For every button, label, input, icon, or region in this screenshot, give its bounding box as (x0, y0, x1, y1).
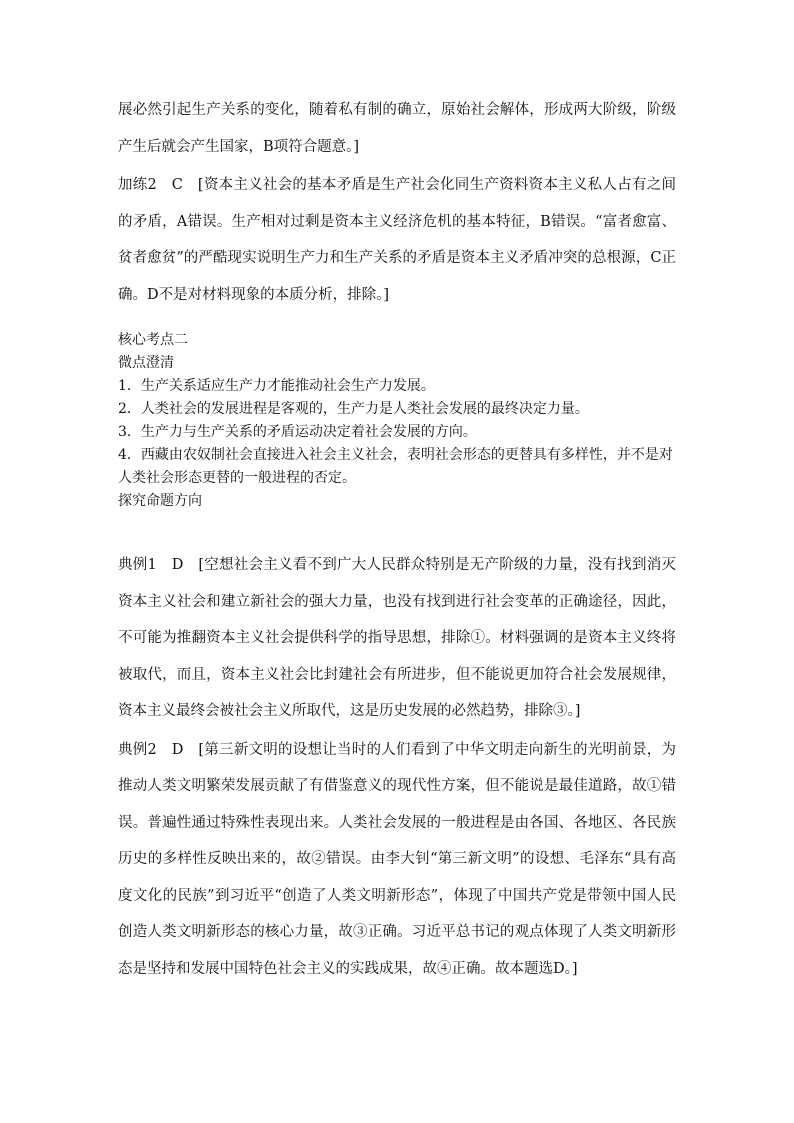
clarification-item-2: 2．人类社会的发展进程是客观的，生产力是人类社会发展的最终决定力量。 (118, 401, 589, 417)
answer-continuation: 展必然引起生产关系的变化，随着私有制的确立，原始社会解体，形成两大阶级，阶级产生后就会产生国家，B项符合题意。] (118, 102, 676, 155)
heading-explore-directions: 探究命题方向 (118, 493, 202, 509)
clarification-item-1: 1．生产关系适应生产力才能推动社会生产力发展。 (118, 378, 435, 394)
clarification-item-3: 3．生产力与生产关系的矛盾运动决定着社会发展的方向。 (118, 424, 477, 440)
example-1-answer: 典例1 D [空想社会主义看不到广大人民群众特别是无产阶级的力量，没有找到消灭资本主义社会和建立新社会的强大力量，也没有找到进行社会变革的正确途径，因此，不可能为推翻资本主义社会提供科学的指导思想，排除①。材料强调的是资本主义终将被取代，而且，资本主义社会比封建社会有所进步，但不能说更加符合社会发展规律，资本主义最终会被社会主义所取代，这是历史发展的必然趋势，排除③。] (118, 557, 676, 719)
examples-section (118, 547, 676, 987)
example-2-answer: 典例2 D [第三新文明的设想让当时的人们看到了中华文明走向新生的光明前景，为推动人类文明繁荣发展贡献了有借鉴意义的现代性方案，但不能说是最佳道路，故①错误。普遍性通过特殊性表现出来。人类社会发展的一般进程是由各国、各地区、各民族历史的多样性反映出来的，故②错误。由李大钊“第三新文明”的设想、毛泽东“具有高度文化的民族”到习近平“创造了人类文明新形态”，体现了中国共产党是带领中国人民创造人类文明新形态的核心力量，故③正确。习近平总书记的观点体现了人类文明新形态是坚持和发展中国特色社会主义的实践成果，故④正确。故本题选D。] (118, 741, 676, 977)
practice-2-answer: 加练2 C [资本主义社会的基本矛盾是生产社会化同生产资料资本主义私人占有之间的矛盾，A错误。生产相对过剩是资本主义经济危机的基本特征，B错误。“富者愈富、贫者愈贫”的严酷现实说明生产力和生产关系的矛盾是资本主义矛盾冲突的总根源，C正确。D不是对材料现象的本质分析，排除。] (118, 177, 676, 303)
heading-micro-clarification: 微点澄清 (118, 355, 174, 371)
core-point-two-section (118, 329, 676, 513)
clarification-item-4: 4．西藏由农奴制社会直接进入社会主义社会，表明社会形态的更替具有多样性，并不是对人类社会形态更替的一般进程的否定。 (118, 447, 673, 486)
heading-core-point-two: 核心考点二 (118, 332, 188, 348)
answer-section-continued (118, 92, 676, 313)
